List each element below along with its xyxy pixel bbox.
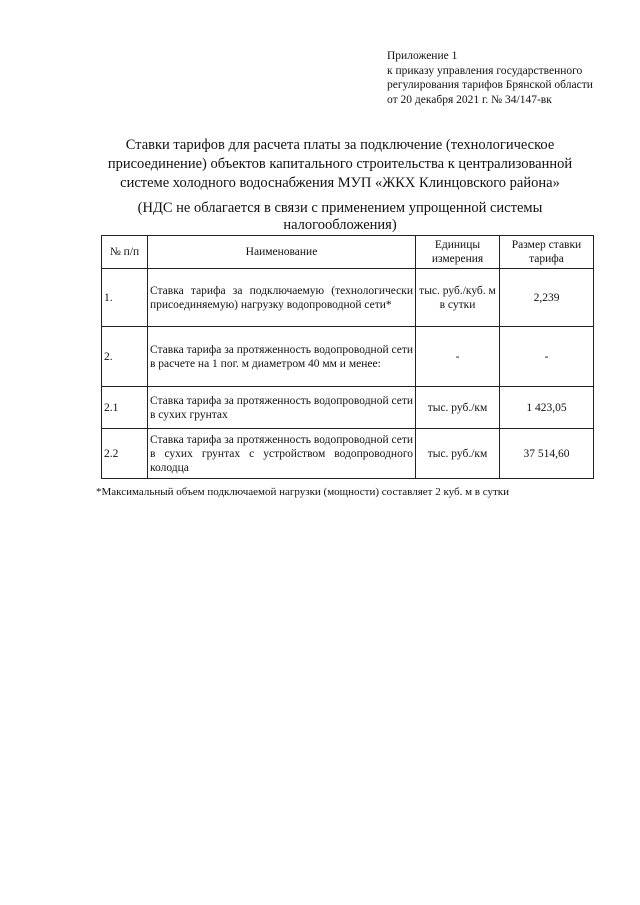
table-row: [102, 269, 594, 327]
row-num: 2.1: [102, 387, 148, 429]
appendix-line-2: к приказу управления государственного: [387, 64, 583, 77]
row-num: 2.2: [102, 429, 148, 479]
row-num: 2.: [102, 327, 148, 387]
appendix-line-3: регулирования тарифов Брянской области: [387, 79, 593, 91]
row-unit: -: [416, 327, 500, 387]
table-row: [102, 387, 594, 429]
header-num: № п/п: [102, 236, 148, 269]
header-unit: Единицы измерения: [416, 236, 500, 269]
row-unit: тыс. руб./км: [416, 429, 500, 479]
document-title: [80, 136, 600, 193]
appendix-line-1: Приложение 1: [387, 50, 458, 62]
row-rate: 37 514,60: [500, 429, 594, 479]
row-unit: тыс. руб./км: [416, 387, 500, 429]
vat-note-line-2: налогообложения): [283, 217, 397, 233]
appendix-line-4: от 20 декабря 2021 г. № 34/147-вк: [387, 93, 552, 106]
row-num: 1.: [102, 269, 148, 327]
row-rate: 2,239: [500, 269, 594, 327]
table-row: [102, 327, 594, 387]
title-line-3: системе холодного водоснабжения МУП «ЖКХ Клинцовского района»: [120, 175, 560, 191]
row-name: Ставка тарифа за подключаемую (технологически присоединяемую) нагрузку водопроводной сети*: [148, 269, 416, 327]
table-row: [102, 429, 594, 479]
title-line-1: Ставки тарифов для расчета платы за подключение (технологическое: [125, 137, 555, 153]
header-name: Наименование: [148, 236, 416, 269]
table-header-row: [102, 236, 594, 269]
title-line-2: присоединение) объектов капитального строительства к централизованной: [107, 156, 573, 172]
vat-note-line-1: (НДС не облагается в связи с применением упрощенной системы: [137, 200, 543, 216]
row-name: Ставка тарифа за протяженность водопроводной сети в сухих грунтах с устройством водопроводного колодца: [148, 429, 416, 479]
vat-note: [80, 200, 600, 234]
row-name: Ставка тарифа за протяженность водопроводной сети в сухих грунтах: [148, 387, 416, 429]
row-rate: -: [500, 327, 594, 387]
row-rate: 1 423,05: [500, 387, 594, 429]
appendix-header: [387, 49, 593, 107]
header-rate: Размер ставки тарифа: [500, 236, 594, 269]
tariff-table: [101, 235, 594, 479]
footnote: *Максимальный объем подключаемой нагрузки (мощности) составляет 2 куб. м в сутки: [96, 486, 510, 498]
row-unit: тыс. руб./куб. м в сутки: [416, 269, 500, 327]
row-name: Ставка тарифа за протяженность водопроводной сети в расчете на 1 пог. м диаметром 40 мм и менее:: [148, 327, 416, 387]
